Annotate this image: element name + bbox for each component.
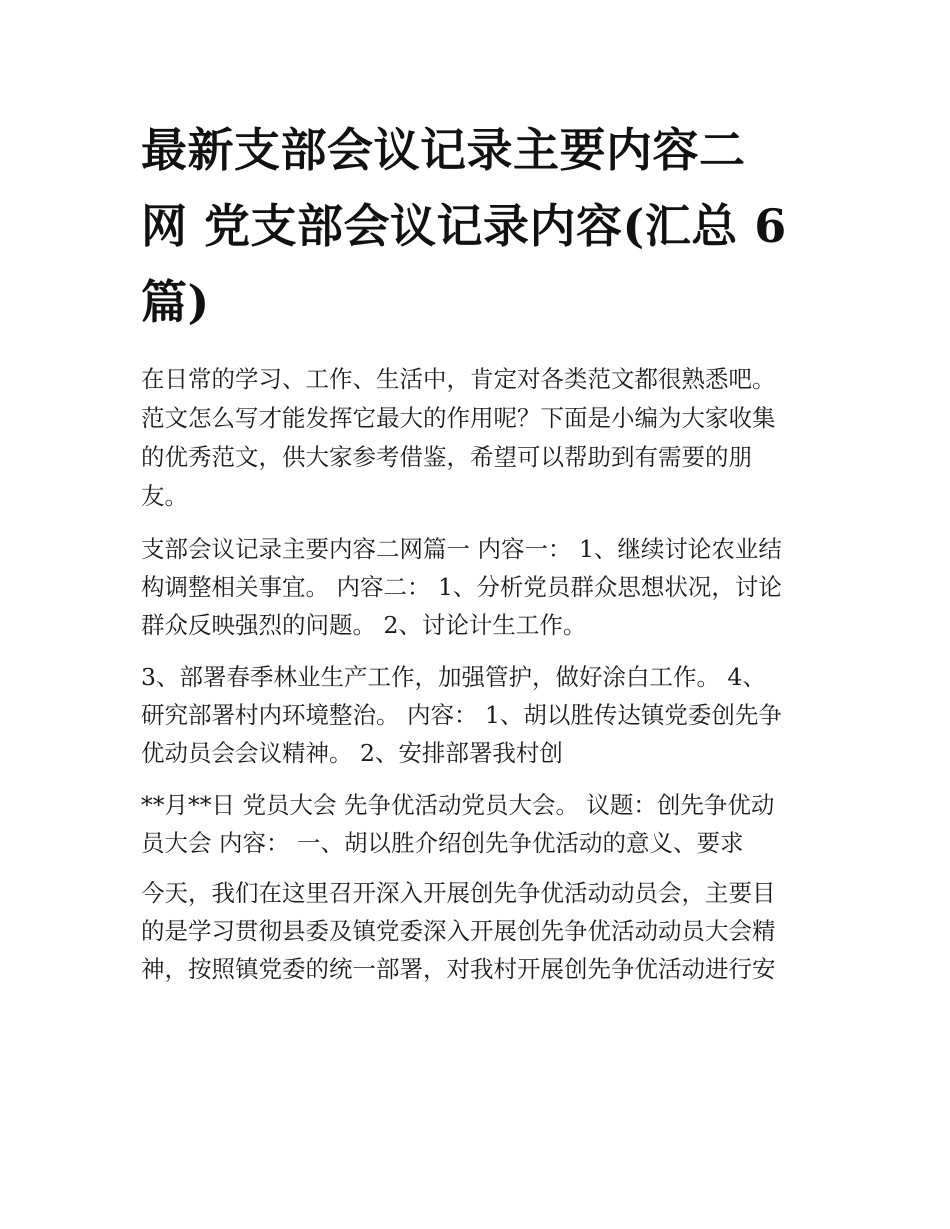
text-line: **月**日 党员大会 先争优活动党员大会。 议题：创先争优动: [141, 791, 775, 819]
text-line: 员大会 内容： 一、胡以胜介绍创先争优活动的意义、要求: [141, 829, 744, 857]
paragraph-party-meeting: [141, 786, 821, 862]
document-body: [141, 360, 821, 1002]
text-line: 支部会议记录主要内容二网篇一 内容一： 1、继续讨论农业结: [141, 535, 782, 563]
text-line: 的优秀范文，供大家参考借鉴，希望可以帮助到有需要的朋: [141, 443, 752, 471]
paragraph-deployment: [141, 658, 821, 772]
text-line: 优动员会会议精神。 2、安排部署我村创: [141, 739, 563, 767]
paragraph-meeting-content: [141, 530, 821, 644]
paragraph-speech: [141, 874, 821, 988]
text-line: 构调整相关事宜。 内容二： 1、分析党员群众思想状况，讨论: [141, 573, 782, 601]
text-line: 今天，我们在这里召开深入开展创先争优活动动员会，主要目: [141, 879, 776, 907]
text-line: 研究部署村内环境整治。 内容： 1、胡以胜传达镇党委创先争: [141, 701, 782, 729]
text-line: 3、部署春季林业生产工作，加强管护，做好涂白工作。 4、: [141, 663, 766, 691]
title-line: 最新支部会议记录主要内容二: [141, 123, 746, 177]
text-line: 在日常的学习、工作、生活中，肯定对各类范文都很熟悉吧。: [141, 365, 776, 393]
text-line: 范文怎么写才能发挥它最大的作用呢？下面是小编为大家收集: [141, 404, 776, 432]
text-line: 友。: [141, 482, 188, 510]
text-line: 神，按照镇党委的统一部署，对我村开展创先争优活动进行安: [141, 955, 776, 983]
title-line: 网 党支部会议记录内容(汇总 6: [141, 199, 787, 253]
document-title: [141, 112, 821, 340]
title-line: 篇): [141, 275, 210, 329]
text-line: 群众反映强烈的问题。 2、讨论计生工作。: [141, 611, 587, 639]
intro-paragraph: [141, 360, 821, 516]
text-line: 的是学习贯彻县委及镇党委深入开展创先争优活动动员大会精: [141, 917, 776, 945]
